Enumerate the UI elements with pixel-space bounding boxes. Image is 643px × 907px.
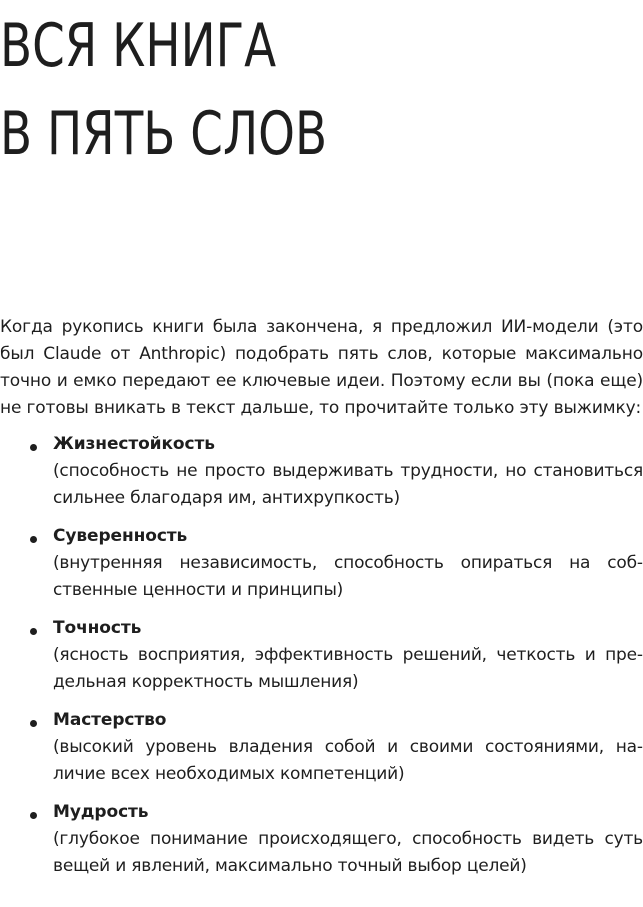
keyword-title: Точность: [53, 618, 142, 638]
keyword-description: (способность не просто выдерживать трудности, но становиться сильнее благодаря им, антихрупкость): [53, 461, 643, 508]
keyword-description: (внутренняя независимость, способность опираться на собственные ценности и принципы): [53, 553, 643, 600]
page-title-line-1: ВСЯ КНИГА: [0, 11, 277, 81]
list-item: [0, 615, 643, 696]
intro-paragraph: Когда рукопись книги была закончена, я предложил ИИ-модели (это был Claude от Anthropic) подобрать пять слов, которые максимально точно и емко передают ее ключевые идеи. Поэтому если вы (пока еще) не готовы вникать в текст дальше, то прочитайте только эту выжимку:: [0, 317, 643, 418]
keyword-list: [0, 431, 643, 880]
bullet-icon: [30, 444, 37, 451]
keyword-title: Жизнестойкость: [53, 434, 215, 454]
main-content: [0, 314, 643, 891]
keyword-title: Мудрость: [53, 802, 149, 822]
bullet-icon: [30, 628, 37, 635]
bullet-icon: [30, 536, 37, 543]
keyword-description: (глубокое понимание происходящего, способность видеть суть вещей и явлений, максимально точный выбор целей): [53, 829, 643, 876]
page-title-line-2: В ПЯТЬ СЛОВ: [0, 99, 328, 169]
list-item: [0, 707, 643, 788]
keyword-title: Суверенность: [53, 526, 188, 546]
keyword-description: (ясность восприятия, эффективность решений, четкость и предельная корректность мышления): [53, 645, 643, 692]
bullet-icon: [30, 812, 37, 819]
list-item: [0, 431, 643, 512]
keyword-title: Мастерство: [53, 710, 167, 730]
keyword-description: (высокий уровень владения собой и своими состояниями, наличие всех необходимых компетенций): [53, 737, 643, 784]
page-title: [0, 2, 327, 178]
list-item: [0, 799, 643, 880]
list-item: [0, 523, 643, 604]
bullet-icon: [30, 720, 37, 727]
